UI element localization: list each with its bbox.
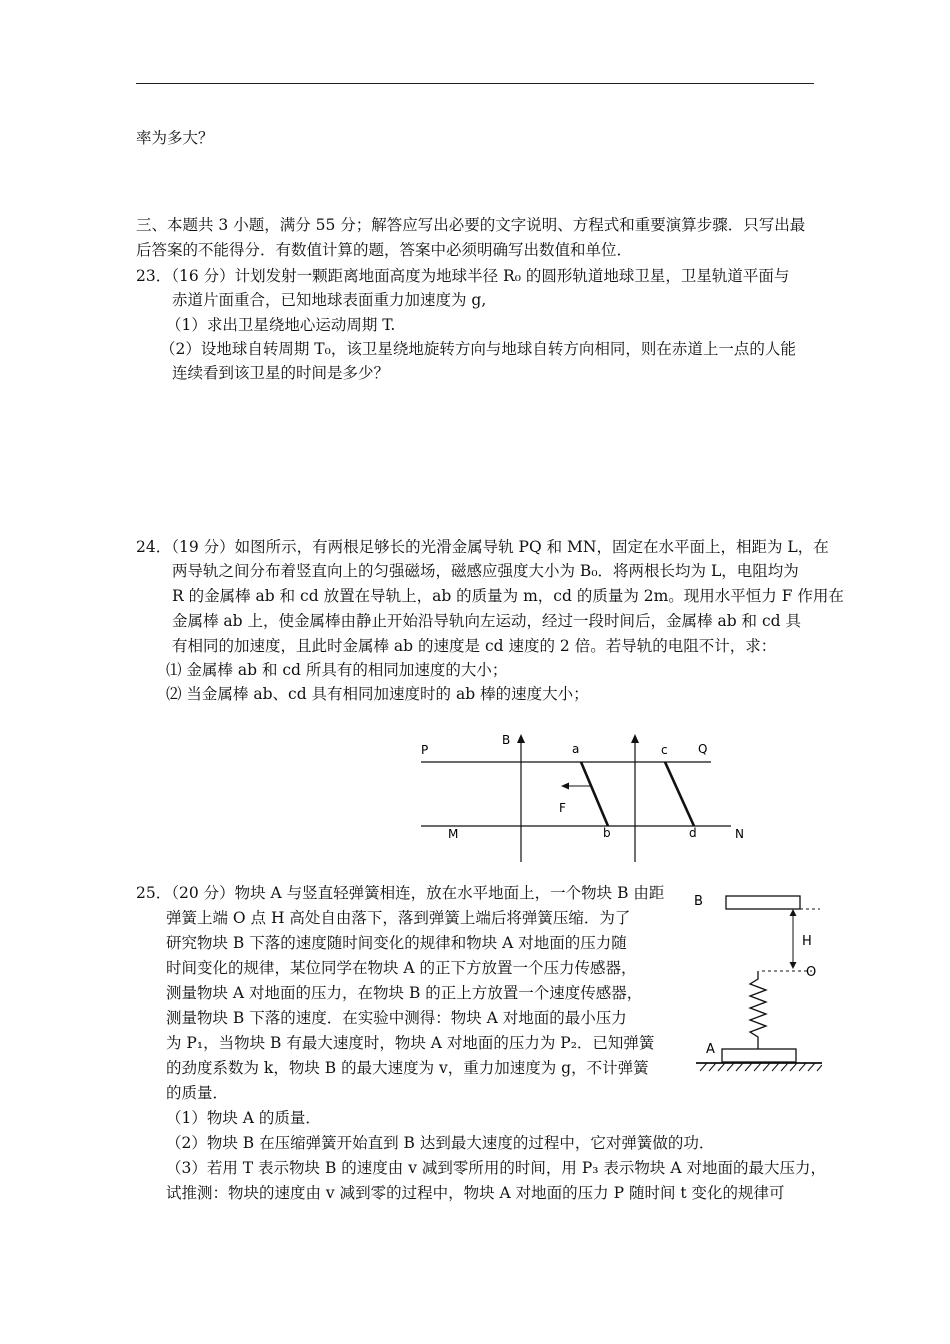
field-arrow-icon [631,734,639,743]
label-h: H [802,934,812,949]
question-text: 测量物块 B 下落的速度．在实验中测得：物块 A 对地面的最小压力 [166,1009,627,1027]
spring-diagram [690,885,830,1085]
sub-question-1: （1）求出卫星绕地心运动周期 T. [166,316,396,334]
question-text: 赤道片面重合，已知地球表面重力加速度为 g, [172,291,487,309]
question-text: 的劲度系数为 k，物块 B 的最大速度为 v，重力加速度为 g，不计弹簧 [166,1059,649,1077]
sub-question-2-cont: 连续看到该卫星的时间是多少？ [172,364,390,382]
header-rule [136,83,814,84]
section-3-heading-line-2: 后答案的不能得分．有数值计算的题，答案中必须明确写出数值和单位． [136,241,633,259]
sub-question-1: ⑴ 金属棒 ab 和 cd 所具有的相同加速度的大小； [166,661,508,679]
label-c: c [661,743,668,757]
block-a [722,1049,796,1062]
sub-question-2: （2）设地球自转周期 T₀，该卫星绕地旋转方向与地球自转方向相同，则在赤道上一点的人能 [160,340,796,358]
question-text: 的质量． [166,1084,229,1102]
sub-question-1: （1）物块 A 的质量． [166,1109,321,1127]
question-text: 物块 A 与竖直轻弹簧相连，放在水平地面上，一个物块 B 由距 [234,884,665,902]
arrow-down-icon [790,962,797,969]
arrow-up-icon [790,909,797,916]
block-b [726,896,800,909]
ground-hatch [700,1063,822,1071]
question-text: 为 P₁，当物块 B 有最大速度时，物块 A 对地面的压力为 P₂．已知弹簧 [166,1034,655,1052]
field-arrow-icon [517,734,525,743]
force-arrow-head-icon [561,783,569,790]
spring [750,971,766,1049]
question-number: 24．（19 分） [136,538,235,556]
rod-ab [581,762,608,826]
label-b: B [694,894,703,909]
question-text: 两导轨之间分布着竖直向上的匀强磁场，磁感应强度大小为 B₀．将两根长均为 L，电阻均为 [172,562,799,580]
question-number: 25．（20 分） [136,884,235,902]
label-b: b [603,826,611,840]
label-a: a [572,742,580,756]
question-number: 23．（16 分） [136,267,235,285]
question-text: 测量物块 A 对地面的压力，在物块 B 的正上方放置一个速度传感器， [166,984,643,1002]
section-3-heading-line-1: 三、本题共 3 小题，满分 55 分；解答应写出必要的文字说明、方程式和重要演算步骤．只写出最 [136,216,806,234]
sub-question-3-cont: 试推测：物块的速度由 v 减到零的过程中，物块 A 对地面的压力 P 随时间 t 变化的规律可 [166,1184,785,1202]
label-m: M [448,827,459,841]
label-p: P [421,743,429,757]
label-o: O [806,965,817,980]
question-text: 时间变化的规律，某位同学在物块 A 的正下方放置一个压力传感器， [166,959,637,977]
rod-cd [665,762,694,826]
label-d: d [689,826,697,840]
label-b-field: B [502,733,511,747]
question-text: R 的金属棒 ab 和 cd 放置在导轨上，ab 的质量为 m，cd 的质量为 2m。现用水平恒力 F 作用在 [172,587,844,605]
fragment-text: 率为多大？ [136,129,214,147]
rails-diagram [415,728,755,868]
question-text: 有相同的加速度，且此时金属棒 ab 的速度是 cd 速度的 2 倍。若导轨的电阻不计，求： [172,637,777,655]
question-text: 如图所示，有两根足够长的光滑金属导轨 PQ 和 MN，固定在水平面上，相距为 L，在 [234,538,829,556]
label-a: A [706,1042,715,1057]
question-text: 研究物块 B 下落的速度随时间变化的规律和物块 A 对地面的压力随 [166,934,627,952]
question-text: 弹簧上端 O 点 H 高处自由落下，落到弹簧上端后将弹簧压缩．为了 [166,909,631,927]
label-n: N [735,827,744,841]
sub-question-3: （3）若用 T 表示物块 B 的速度由 v 减到零所用的时间，用 P₃ 表示物块 A 对地面的最大压力， [166,1159,826,1177]
label-q: Q [698,742,708,756]
sub-question-2: （2）物块 B 在压缩弹簧开始直到 B 达到最大速度的过程中，它对弹簧做的功． [166,1134,715,1152]
question-text: 计划发射一颗距离地面高度为地球半径 R₀ 的圆形轨道地球卫星，卫星轨道平面与 [234,267,790,285]
label-f: F [559,801,566,815]
question-text: 金属棒 ab 上，使金属棒由静止开始沿导轨向左运动，经过一段时间后，金属棒 ab 和 cd 具 [172,612,801,630]
sub-question-2: ⑵ 当金属棒 ab、cd 具有相同加速度时的 ab 棒的速度大小； [166,685,589,703]
